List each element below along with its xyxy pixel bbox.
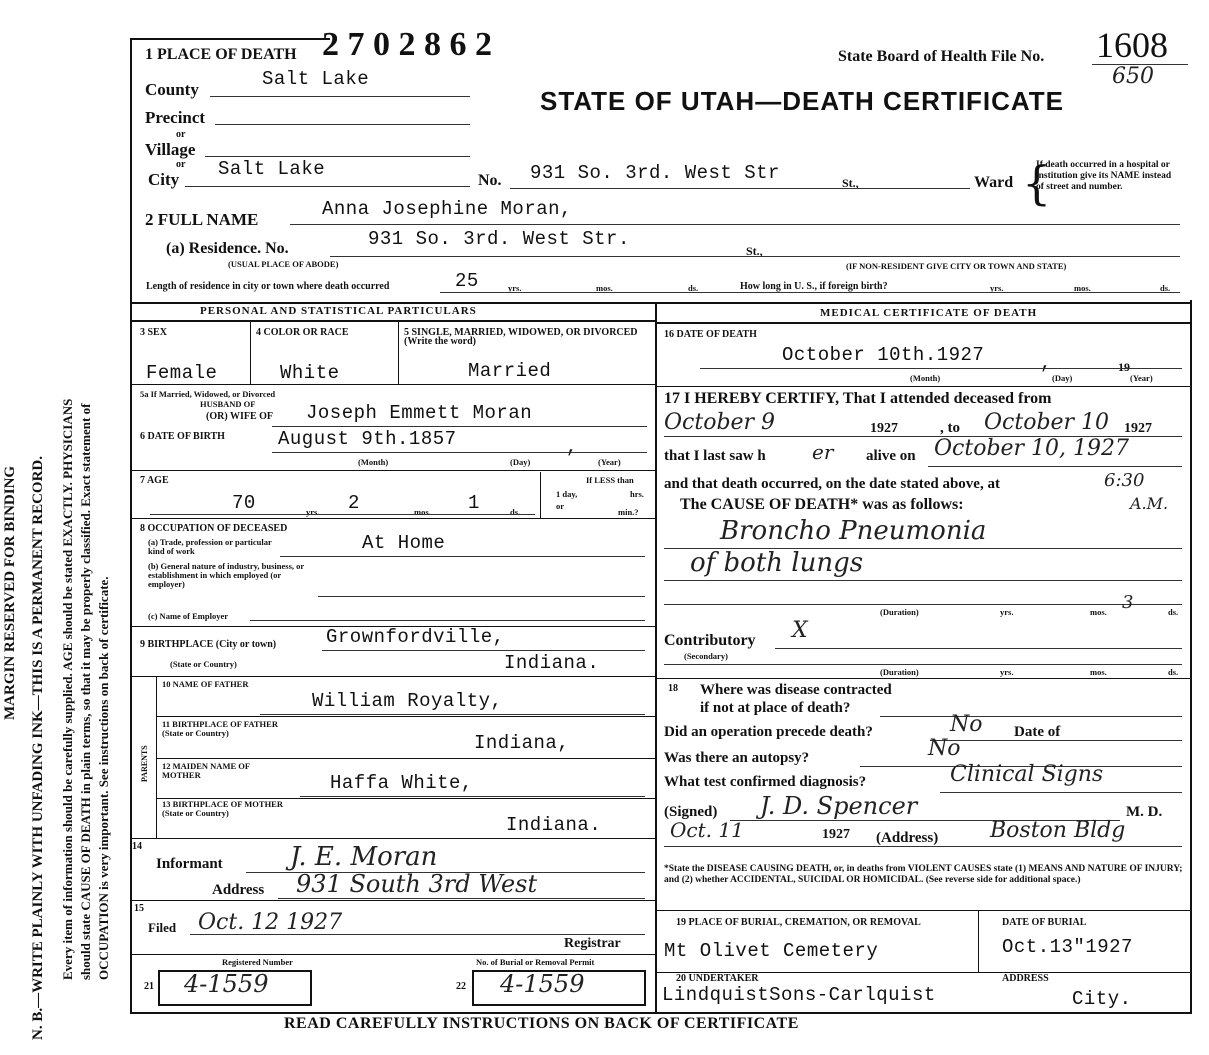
employer-underline (250, 620, 645, 621)
stamp-number: 2 7 0 2 8 6 2 (322, 26, 492, 63)
cause-footnote: *State the DISEASE CAUSING DEATH, or, in deaths from VIOLENT CAUSES state (1) MEANS AND NATURE OF INJURY; and (2) whether ACCIDENTAL, SUICIDAL OR HOMICIDAL. (See reverse side for additional space.) (664, 864, 1183, 885)
burial-date: Oct.13"1927 (1002, 936, 1133, 958)
dob-day-label: (Day) (510, 457, 531, 467)
mother-birthplace-label: 13 BIRTHPLACE OF MOTHER (State or Country) (162, 799, 283, 818)
mother-label: 12 MAIDEN NAME OF MOTHER (162, 761, 250, 780)
row-rule-2 (130, 470, 655, 471)
file-subnumber: 650 (1112, 64, 1154, 89)
item-22-label: 22 (456, 981, 466, 992)
row-rule-10 (130, 900, 655, 901)
duration-ds-label: ds. (1168, 607, 1179, 617)
item-18-label: 18 (668, 683, 678, 694)
physician-address-label: (Address) (876, 830, 939, 846)
attended-to: October 10 (984, 410, 1110, 435)
parents-divider (156, 676, 157, 838)
undertaker-address: City. (1072, 988, 1132, 1010)
contributory-value: X (792, 618, 808, 643)
death-day-label: (Day) (1052, 373, 1073, 383)
or-label-age: or (556, 501, 565, 511)
residence-value: 931 So. 3rd. West Str. (368, 228, 630, 250)
burial-date-label: DATE OF BURIAL (1002, 917, 1087, 928)
mother-underline (300, 796, 645, 797)
attended-from-year: 1927 (870, 421, 898, 436)
last-seen-underline (928, 466, 1182, 467)
filed-date: Oct. 12 1927 (198, 910, 343, 935)
length-yrs-label: yrs. (508, 283, 522, 293)
ward-note: If death occurred in a hospital or institution give its NAME instead of street and number. (1036, 160, 1172, 192)
instruction-line-2: Every item of information should be carefully supplied. AGE should be stated EXACTLY. PHYSICIANS (60, 398, 75, 980)
street-underline (510, 188, 970, 189)
burial-permit-number: 4-1559 (500, 970, 585, 998)
where-underline (880, 716, 1182, 717)
registered-number-label: Registered Number (222, 957, 293, 967)
cause-2-underline (664, 580, 1182, 581)
birthplace-state-label: (State or Country) (170, 659, 237, 669)
operation-underline (930, 740, 1182, 741)
cause-of-death-label: The CAUSE OF DEATH* was as follows: (680, 496, 964, 513)
informant-label: Informant (156, 856, 223, 872)
occupation-b-underline (318, 596, 645, 597)
marital-value: Married (468, 360, 552, 382)
duration-yrs-label: yrs. (1000, 607, 1014, 617)
row-rule-11 (130, 954, 655, 955)
sign-date: Oct. 11 (670, 818, 744, 842)
medical-heading: MEDICAL CERTIFICATE OF DEATH (820, 307, 1038, 319)
duration-days: 3 (1122, 592, 1134, 613)
length-mos-label: mos. (596, 283, 613, 293)
where-contracted-label: Where was disease contracted (700, 682, 892, 698)
test-underline (940, 792, 1182, 793)
occupation-a-label: (a) Trade, profession or particular kind of work (148, 537, 272, 556)
filed-underline (190, 934, 645, 935)
street-value: 931 So. 3rd. West Str (530, 162, 780, 184)
length-residence-years: 25 (455, 270, 479, 292)
item-15-label: 15 (134, 903, 144, 914)
form-left-border (130, 38, 132, 1013)
informant-signature: J. E. Moran (290, 842, 438, 872)
birthplace-state: Indiana. (504, 652, 600, 674)
instruction-line-3: should state CAUSE OF DEATH in plain terms, so that it may be properly classified. Exact statement of (78, 403, 93, 980)
secondary-label: (Secondary) (684, 651, 728, 661)
autopsy-label: Was there an autopsy? (664, 750, 810, 766)
section-divider-top (130, 302, 1192, 304)
birthplace-underline (322, 650, 645, 651)
residence-label: (a) Residence. No. (166, 240, 289, 257)
street-st-label: St., (842, 176, 859, 190)
birthplace-label: 9 BIRTHPLACE (City or town) (140, 639, 277, 650)
birthplace-city: Grownfordville, (326, 626, 505, 648)
hrs-label: hrs. (630, 489, 644, 499)
father-birthplace-label: 11 BIRTHPLACE OF FATHER (State or Country) (162, 719, 278, 738)
county-value: Salt Lake (262, 68, 370, 90)
to-label: , to (940, 420, 960, 436)
occupation-label: 8 OCCUPATION OF DECEASED (140, 523, 288, 534)
personal-heading-rule (130, 320, 655, 322)
duration-2-ds-label: ds. (1168, 667, 1179, 677)
dob-underline (272, 452, 647, 453)
contributory-2-underline (664, 664, 1182, 665)
operation-date-label: Date of (1014, 724, 1061, 740)
registrar-label: Registrar (564, 936, 621, 951)
color-label: 4 COLOR OR RACE (256, 327, 349, 338)
date-of-death: October 10th.1927 (782, 344, 985, 366)
spouse-label-b: HUSBAND OF (200, 399, 256, 409)
father-underline (260, 714, 645, 715)
sex-divider (250, 322, 251, 384)
informant-address: 931 South 3rd West (296, 870, 538, 898)
death-time: 6:30 (1104, 470, 1145, 491)
autopsy-value: No (928, 736, 961, 761)
cause-of-death-1: Broncho Pneumonia (720, 516, 987, 546)
row-rule-7 (156, 758, 655, 759)
city-label: City (148, 170, 180, 189)
physician-signature: J. D. Spencer (760, 792, 918, 820)
residence-underline (330, 256, 1180, 257)
village-label: Village (145, 140, 196, 159)
last-seen-date: October 10, 1927 (934, 436, 1130, 461)
form-top-border (130, 38, 330, 40)
length-underline (440, 292, 1180, 293)
or-label-1: or (176, 129, 186, 140)
alive-on-label: alive on (866, 448, 916, 464)
usual-place-label: (USUAL PLACE OF ABODE) (228, 259, 339, 269)
how-long-us-label: How long in U. S., if foreign birth? (740, 281, 888, 292)
duration-2-label: (Duration) (880, 667, 919, 677)
color-value: White (280, 362, 340, 384)
md-label: M. D. (1126, 804, 1163, 820)
last-saw-label: that I last saw h (664, 448, 766, 464)
age-mos-label: mos. (414, 507, 431, 517)
duration-2-mos-label: mos. (1090, 667, 1107, 677)
burial-divider (978, 910, 979, 972)
color-divider (398, 322, 399, 384)
physician-address: Boston Bldg (990, 818, 1126, 843)
informant-address-label: Address (212, 882, 265, 898)
duration-mos-label: mos. (1090, 607, 1107, 617)
dob-comma: , (566, 436, 578, 458)
filed-label: Filed (148, 920, 177, 935)
dob-year-label: (Year) (598, 457, 621, 467)
age-days: 1 (468, 492, 480, 514)
spouse-underline (272, 426, 647, 427)
full-name-label: 2 FULL NAME (145, 210, 259, 229)
form-bottom-border (130, 1012, 1192, 1014)
date-of-death-comma: , (1040, 352, 1052, 374)
village-underline (205, 156, 470, 157)
occupation-value: At Home (362, 532, 446, 554)
personal-heading: PERSONAL AND STATISTICAL PARTICULARS (200, 305, 477, 317)
street-no-label: No. (478, 172, 502, 189)
burial-permit-box (472, 970, 646, 1006)
file-number-label: State Board of Health File No. (838, 48, 1045, 65)
cause-3-underline (664, 604, 1182, 605)
mother-birthplace: Indiana. (506, 814, 602, 836)
length-ds-label: ds. (688, 283, 699, 293)
dob-label: 6 DATE OF BIRTH (140, 431, 225, 442)
place-of-death-label: 1 PLACE OF DEATH (145, 46, 297, 63)
city-value: Salt Lake (218, 158, 326, 180)
last-saw-pronoun: er (812, 440, 834, 464)
age-ds-label: ds. (510, 507, 521, 517)
age-underline (150, 514, 535, 515)
sign-date-underline (664, 846, 1182, 847)
us-mos-label: mos. (1074, 283, 1091, 293)
duration-2-yrs-label: yrs. (1000, 667, 1014, 677)
dob-month-label: (Month) (358, 457, 389, 467)
father-birthplace: Indiana, (474, 732, 570, 754)
duration-label: (Duration) (880, 607, 919, 617)
spouse-label-a: 5a If Married, Widowed, or Divorced (140, 389, 276, 399)
county-label: County (145, 80, 199, 99)
where-contracted-label-2: if not at place of death? (700, 700, 851, 716)
registered-number-box (158, 970, 312, 1006)
certify-statement: 17 I HEREBY CERTIFY, That I attended deceased from (664, 390, 1052, 407)
sex-label: 3 SEX (140, 327, 167, 338)
full-name-underline (290, 224, 1180, 225)
marital-label: 5 SINGLE, MARRIED, WIDOWED, OR DIVORCED (Write the word) (404, 327, 638, 347)
non-resident-label: (IF NON-RESIDENT GIVE CITY OR TOWN AND STATE) (846, 261, 1067, 271)
death-time-ampm: A.M. (1130, 494, 1169, 513)
medical-rule-2 (655, 678, 1192, 679)
father-value: William Royalty, (312, 690, 503, 712)
burial-place-label: 19 PLACE OF BURIAL, CREMATION, OR REMOVAL (676, 917, 921, 928)
certificate-title: STATE OF UTAH—DEATH CERTIFICATE (540, 86, 1064, 116)
age-label: 7 AGE (140, 475, 169, 486)
less-than-divider (540, 472, 541, 518)
less-than-label: If LESS than (586, 475, 634, 485)
spouse-value: Joseph Emmett Moran (306, 402, 533, 424)
attended-to-year: 1927 (1124, 421, 1152, 436)
occupation-b-label: (b) General nature of industry, business, or establishment in which employed (or employer) (148, 561, 305, 589)
back-instructions: READ CAREFULLY INSTRUCTIONS ON BACK OF CERTIFICATE (284, 1015, 799, 1032)
undertaker-label: 20 UNDERTAKER (676, 973, 759, 984)
us-yrs-label: yrs. (990, 283, 1004, 293)
employer-label: (c) Name of Employer (148, 611, 229, 621)
file-number: 1608 (1096, 25, 1168, 65)
death-month-label: (Month) (910, 373, 941, 383)
operation-label: Did an operation precede death? (664, 724, 873, 740)
age-months: 2 (348, 492, 360, 514)
occupation-underline (280, 556, 645, 557)
medical-rule-3 (655, 910, 1192, 911)
death-occurred-label: and that death occurred, on the date stated above, at (664, 476, 1000, 492)
residence-st-label: St., (746, 244, 763, 258)
father-label: 10 NAME OF FATHER (162, 679, 249, 689)
medical-heading-rule (655, 322, 1192, 324)
full-name-value: Anna Josephine Moran, (322, 198, 572, 220)
mother-value: Haffa White, (330, 772, 473, 794)
burial-place: Mt Olivet Cemetery (664, 940, 879, 962)
county-underline (210, 96, 470, 97)
date-of-death-19: 19 (1118, 360, 1130, 374)
binding-margin-text: MARGIN RESERVED FOR BINDING (2, 465, 18, 720)
sex-value: Female (146, 362, 218, 384)
row-rule-6 (156, 716, 655, 717)
item-21-label: 21 (144, 981, 154, 992)
min-label: min.? (618, 507, 639, 517)
instruction-line-4: OCCUPATION is very important. See instructions on back of certificate. (96, 576, 111, 980)
signed-label: (Signed) (664, 804, 718, 820)
date-of-death-underline (700, 368, 1182, 369)
ward-note-brace: { (1022, 156, 1052, 210)
registered-number: 4-1559 (184, 970, 269, 998)
undertaker-address-label: ADDRESS (1002, 973, 1049, 984)
undertaker-name: LindquistSons-Carlquist (662, 984, 936, 1006)
spouse-label-c: (OR) WIFE OF (206, 411, 274, 422)
item-14-label: 14 (132, 841, 142, 852)
form-right-border (1190, 300, 1192, 1013)
precinct-label: Precinct (145, 108, 206, 127)
one-day-label: 1 day, (556, 489, 578, 499)
or-label-2: or (176, 159, 186, 170)
contributory-label: Contributory (664, 632, 756, 649)
informant-address-underline (278, 898, 645, 899)
us-ds-label: ds. (1160, 283, 1171, 293)
test-value: Clinical Signs (950, 762, 1104, 787)
dob-value: August 9th.1857 (278, 428, 457, 450)
precinct-underline (215, 124, 470, 125)
section-divider-middle (655, 302, 657, 1012)
medical-rule-1 (655, 386, 1192, 387)
date-of-death-label: 16 DATE OF DEATH (664, 329, 757, 340)
sign-year: 1927 (822, 827, 850, 842)
age-years: 70 (232, 492, 256, 514)
city-underline (185, 186, 470, 187)
row-rule-5 (130, 676, 655, 677)
attended-from: October 9 (664, 410, 776, 435)
cause-of-death-2: of both lungs (690, 548, 864, 578)
ward-label: Ward (974, 174, 1014, 191)
length-residence-label: Length of residence in city or town where death occurred (146, 281, 390, 292)
contributory-underline (775, 648, 1182, 649)
row-rule-9 (130, 838, 655, 839)
row-rule-1 (130, 384, 655, 385)
row-rule-3 (130, 518, 655, 519)
test-label: What test confirmed diagnosis? (664, 774, 867, 790)
burial-permit-label: No. of Burial or Removal Permit (476, 957, 595, 967)
death-year-label: (Year) (1130, 373, 1153, 383)
operation-value: No (950, 712, 983, 737)
parents-label: PARENTS (140, 745, 149, 782)
age-yrs-label: yrs. (306, 507, 320, 517)
instruction-line-1: N. B.—WRITE PLAINLY WITH UNFADING INK—THIS IS A PERMANENT RECORD. (30, 456, 46, 1040)
